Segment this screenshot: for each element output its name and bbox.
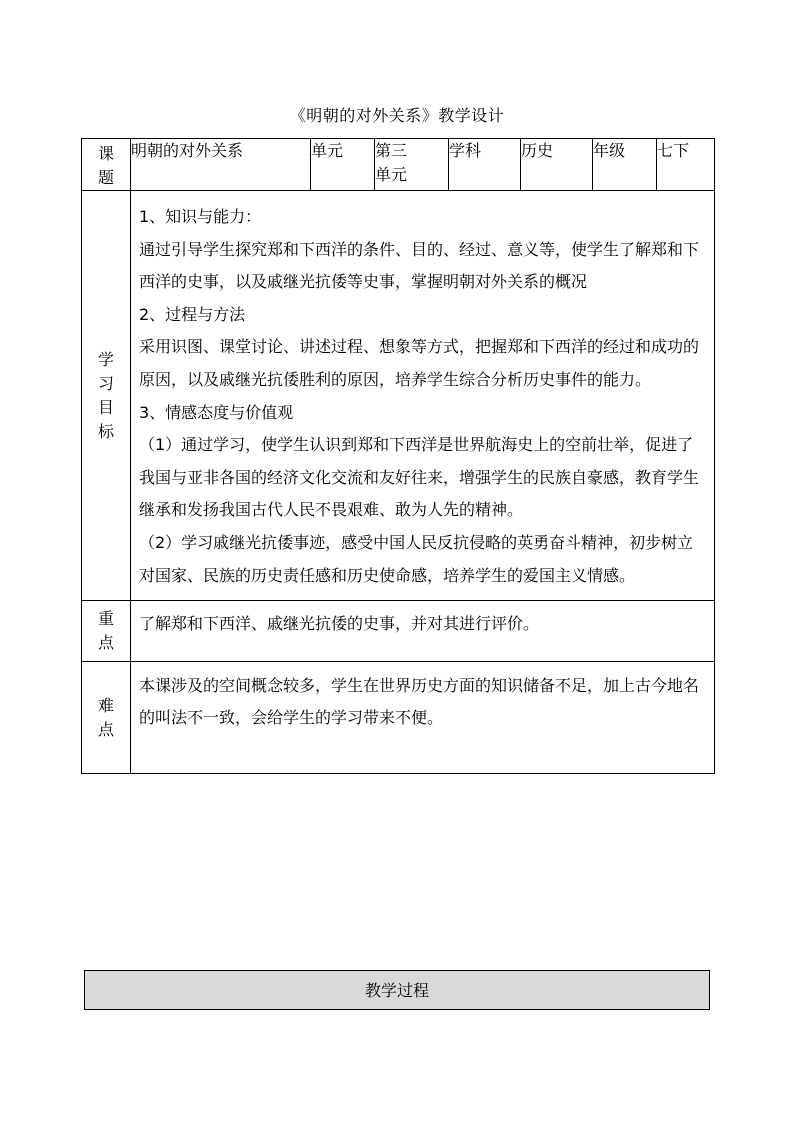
difficulties-text: 本课涉及的空间概念较多，学生在世界历史方面的知识储备不足，加上古今地名的叫法不一致，会给学生的学习带来不便。 — [131, 662, 715, 774]
process-text: 采用识图、课堂讨论、讲述过程、想象等方式，把握郑和下西洋的经过和成功的原因，以及戚继光抗倭胜利的原因，培养学生综合分析历史事件的能力。 — [139, 337, 700, 389]
lesson-label-char: 课 — [97, 144, 114, 163]
lesson-plan-table — [81, 138, 715, 774]
key-points-label-char: 点 — [97, 633, 114, 653]
unit-value-line: 单元 — [375, 165, 408, 184]
lesson-value: 明朝的对外关系 — [131, 139, 311, 191]
unit-value-cell — [375, 139, 449, 191]
lesson-label-cell — [82, 139, 131, 191]
goals-label-cell — [82, 191, 131, 601]
key-points-label-cell — [82, 601, 131, 662]
key-points-label-char: 重 — [97, 609, 114, 629]
emotion-item-2: （2）学习戚继光抗倭事迹，感受中国人民反抗侵略的英勇奋斗精神，初步树立对国家、民族的历史责任感和历史使命感，培养学生的爱国主义情感。 — [139, 532, 694, 585]
document-title: 《明朝的对外关系》教学设计 — [289, 106, 505, 125]
header-row — [82, 139, 715, 191]
goals-label-char: 习 — [97, 373, 114, 393]
key-points-row — [82, 601, 715, 662]
lesson-label-char: 题 — [97, 168, 114, 187]
grade-value: 七下 — [657, 139, 715, 191]
goals-label-char: 学 — [97, 349, 114, 369]
difficulties-label-char: 难 — [97, 695, 114, 715]
knowledge-heading: 1、知识与能力： — [139, 207, 262, 226]
process-heading: 2、过程与方法 — [139, 304, 246, 324]
difficulties-label-cell — [82, 662, 131, 774]
teaching-process-header: 教学过程 — [84, 970, 710, 1010]
subject-value: 历史 — [521, 139, 593, 191]
key-points-text: 了解郑和下西洋、戚继光抗倭的史事，并对其进行评价。 — [131, 601, 715, 662]
subject-label: 学科 — [449, 139, 521, 191]
goals-label-char: 标 — [97, 421, 114, 441]
goals-row — [82, 191, 715, 601]
grade-label: 年级 — [593, 139, 657, 191]
emotion-heading: 3、情感态度与价值观 — [139, 402, 294, 422]
knowledge-text: 通过引导学生探究郑和下西洋的条件、目的、经过、意义等，使学生了解郑和下西洋的史事，以及戚继光抗倭等史事，掌握明朝对外关系的概况 — [139, 239, 700, 292]
unit-value-line: 第三 — [375, 141, 408, 160]
emotion-item-1: （1）通过学习，使学生认识到郑和下西洋是世界航海史上的空前壮举，促进了我国与亚非各国的经济文化交流和友好往来，增强学生的民族自豪感，教育学生继承和发扬我国古代人民不畏艰难、敢为人先的精神。 — [139, 435, 700, 520]
difficulties-row — [82, 662, 715, 774]
goals-content — [131, 191, 715, 601]
goals-label-char: 目 — [97, 397, 114, 417]
unit-label: 单元 — [311, 139, 375, 191]
difficulties-label-char: 点 — [97, 719, 114, 739]
